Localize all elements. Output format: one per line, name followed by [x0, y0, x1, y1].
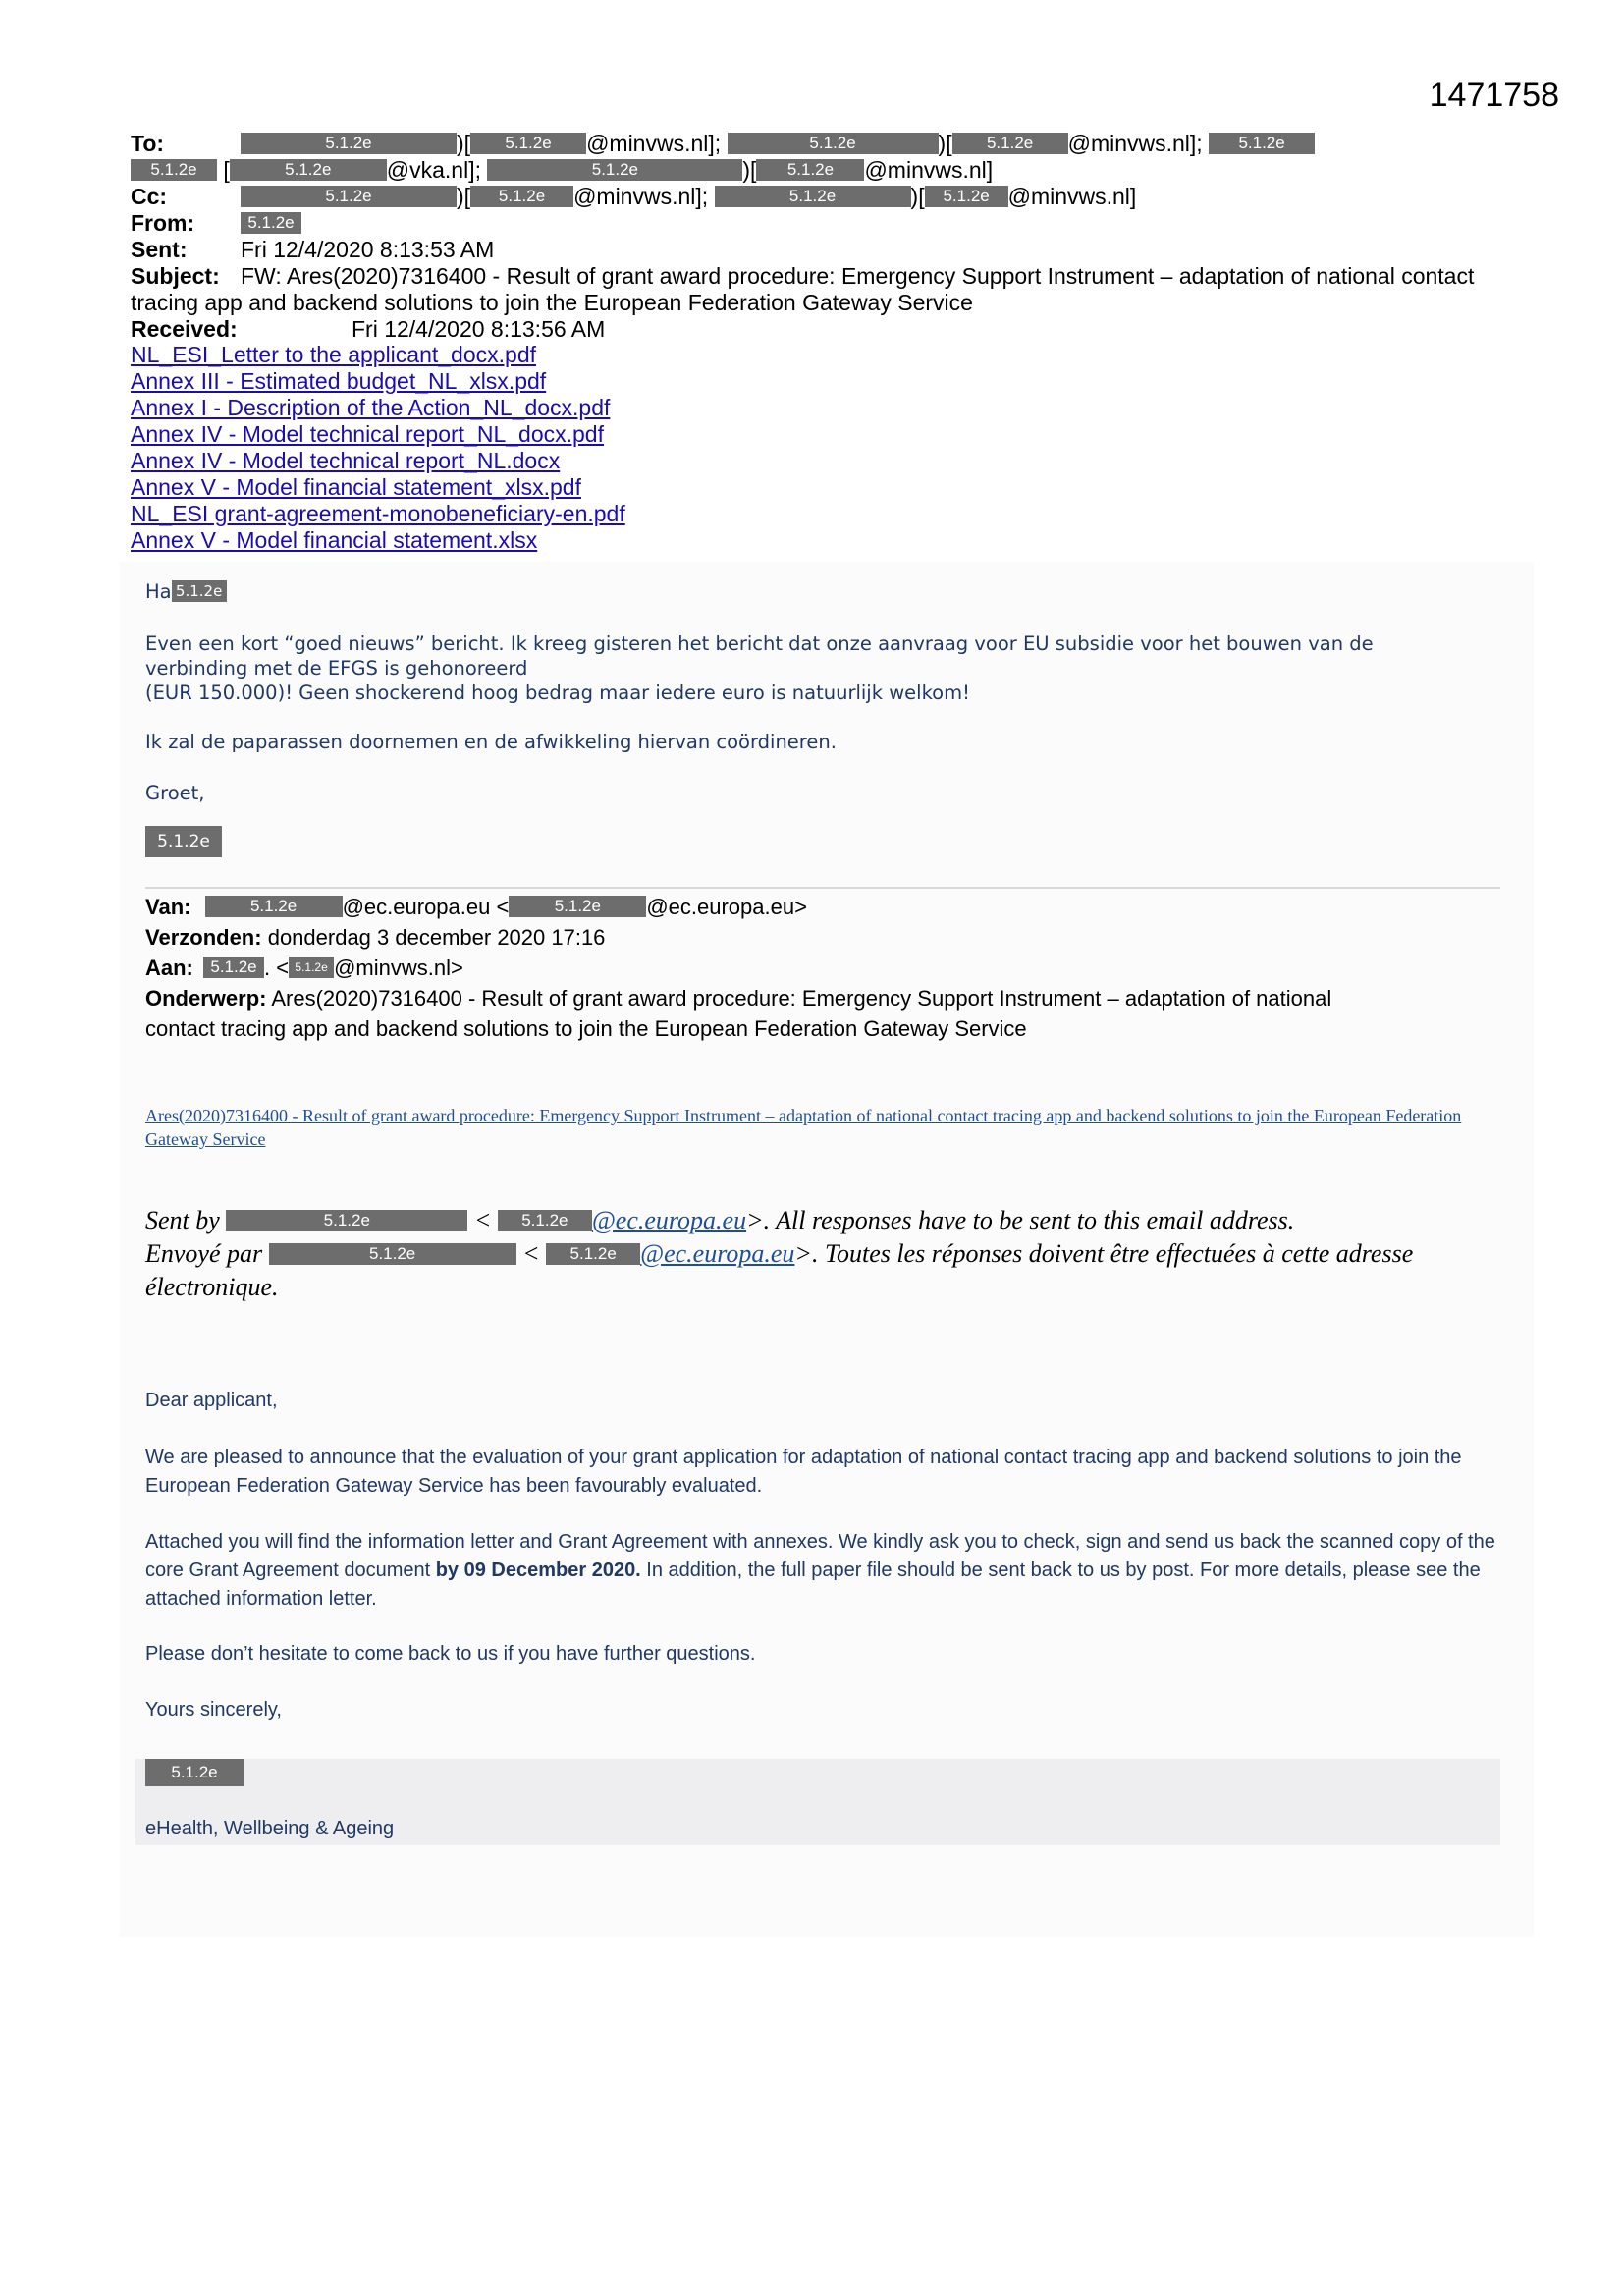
attachment-link[interactable]: Annex III - Estimated budget_NL_xlsx.pdf — [131, 368, 547, 394]
ares-document-link[interactable]: Ares(2020)7316400 - Result of grant award procedure: Emergency Support Instrument – adaptation of national contact tracing app and backend solutions to join the European Federation Gateway Service — [145, 1106, 1462, 1149]
attachment-link[interactable]: NL_ESI grant-agreement-monobeneficiary-en.pdf — [131, 501, 625, 526]
redaction-box: 5.1.2e — [470, 186, 573, 207]
van-line — [145, 892, 807, 922]
letter-closing: Yours sincerely, — [145, 1699, 282, 1721]
redaction-box: 5.1.2e — [145, 1759, 244, 1786]
received-value: Fri 12/4/2020 8:13:56 AM — [352, 316, 606, 342]
sent-by-line: Sent by 5.1.2e < 5.1.2e @ec.europa.eu>. All responses have to be sent to this email address. — [145, 1206, 1295, 1234]
attachment-link[interactable]: Annex IV - Model technical report_NL.docx — [131, 448, 561, 473]
redaction-box: 5.1.2e — [756, 159, 864, 181]
van-domain: @ec.europa.eu> — [646, 895, 807, 919]
redaction-box: 5.1.2e — [230, 159, 387, 181]
sent-line — [131, 237, 494, 262]
signature-unit: eHealth, Wellbeing & Ageing — [145, 1818, 395, 1839]
subject-line — [131, 263, 1474, 289]
onderwerp-value: Ares(2020)7316400 - Result of grant award procedure: Emergency Support Instrument – adaptation of national — [271, 986, 1332, 1011]
redaction-box: 5.1.2e — [498, 1210, 592, 1231]
email-domain: @minvws.nl]; — [1067, 131, 1203, 156]
letter-text: Attached you will find the information letter and Grant Agreement with annexes. We kindly ask you to check, sign and send us back the scanned copy of the core Grant Agreement document — [145, 1531, 1495, 1581]
redaction-box: 5.1.2e — [205, 896, 343, 917]
redaction-box: 5.1.2e — [226, 1210, 467, 1231]
sent-label: Sent: — [131, 237, 188, 262]
verzonden-value: donderdag 3 december 2020 17:16 — [267, 925, 606, 950]
redaction-box: 5.1.2e — [715, 186, 911, 207]
letter-deadline: by 09 December 2020. — [435, 1559, 641, 1581]
envoye-par-email-link[interactable]: @ec.europa.eu — [640, 1239, 795, 1268]
email-domain: @minvws.nl] — [864, 157, 994, 183]
redaction-box: 5.1.2e — [487, 159, 742, 181]
attachment-list — [131, 342, 625, 554]
signature-redaction — [145, 1758, 1500, 1786]
onderwerp-line-continued: contact tracing app and backend solutions to join the European Federation Gateway Service — [145, 1016, 1027, 1041]
envoye-par-line-continued: électronique. — [145, 1273, 279, 1301]
redaction-box: 5.1.2e — [925, 186, 1008, 207]
from-label: From: — [131, 210, 195, 236]
subject-label: Subject: — [131, 263, 220, 289]
document-number: 1471758 — [1429, 77, 1559, 114]
received-line — [131, 316, 605, 342]
redaction-box: 5.1.2e — [172, 580, 227, 602]
signature-redaction — [145, 828, 222, 859]
redaction-box: 5.1.2e — [289, 957, 334, 978]
divider — [145, 887, 1500, 889]
letter-paragraph: Please don’t hesitate to come back to us if you have further questions. — [145, 1643, 756, 1665]
cc-line: Cc: 5.1.2e )[ 5.1.2e @minvws.nl]; 5.1.2e )[ 5.1.2e @minvws.nl] — [131, 184, 1137, 209]
redaction-box: 5.1.2e — [269, 1243, 516, 1265]
cc-label: Cc: — [131, 184, 168, 209]
redaction-box: 5.1.2e — [203, 957, 264, 978]
attachment-link[interactable]: Annex I - Description of the Action_NL_docx.pdf — [131, 395, 611, 420]
attachment-link[interactable]: Annex IV - Model technical report_NL_docx.pdf — [131, 421, 604, 447]
attachment-link[interactable]: NL_ESI_Letter to the applicant_docx.pdf — [131, 342, 537, 367]
envoye-par-suffix: >. Toutes les réponses doivent être effectuées à cette adresse — [794, 1239, 1414, 1268]
sent-by-prefix: Sent by — [145, 1206, 220, 1234]
van-domain: @ec.europa.eu < — [342, 895, 510, 919]
redaction-box: 5.1.2e — [241, 212, 301, 234]
email-domain: @minvws.nl]; — [586, 131, 722, 156]
sent-value: Fri 12/4/2020 8:13:53 AM — [241, 237, 495, 262]
sent-by-suffix: >. All responses have to be sent to this email address. — [746, 1206, 1295, 1234]
aan-domain: @minvws.nl> — [334, 956, 463, 980]
envoye-par-prefix: Envoyé par — [145, 1239, 263, 1268]
verzonden-line — [145, 922, 605, 953]
message-paragraph — [145, 631, 1520, 705]
subject-line-continued: tracing app and backend solutions to join the European Federation Gateway Service — [131, 290, 973, 315]
envoye-par-line: Envoyé par 5.1.2e < 5.1.2e @ec.europa.eu>. Toutes les réponses doivent être effectuées à cette adresse — [145, 1239, 1414, 1268]
redaction-box: 5.1.2e — [546, 1243, 640, 1265]
onderwerp-label: Onderwerp: — [145, 986, 267, 1011]
redaction-box: 5.1.2e — [131, 159, 217, 181]
redaction-box: 5.1.2e — [470, 133, 586, 154]
email-domain: @minvws.nl] — [1007, 184, 1137, 209]
message-closing: Groet, — [145, 782, 205, 804]
message-line: verbinding met de EFGS is gehonoreerd — [145, 657, 528, 680]
redaction-box: 5.1.2e — [728, 133, 939, 154]
greeting — [145, 579, 227, 604]
message-paragraph: Ik zal de paparassen doornemen en de afwikkeling hiervan coördineren. — [145, 731, 837, 753]
aan-separator: . < — [264, 956, 290, 980]
message-line: Even een kort “goed nieuws” bericht. Ik kreeg gisteren het bericht dat onze aanvraag voor EU subsidie voor het bouwen van de — [145, 632, 1374, 655]
redaction-box: 5.1.2e — [145, 826, 222, 857]
attachment-link[interactable]: Annex V - Model financial statement_xlsx.pdf — [131, 474, 581, 500]
letter-paragraph: We are pleased to announce that the evaluation of your grant application for adaptation of national contact tracing app and backend solutions to join the European Federation Gateway Service has been favourably evaluated. — [145, 1447, 1462, 1497]
letter-paragraph — [145, 1528, 1500, 1613]
redaction-box: 5.1.2e — [952, 133, 1068, 154]
redaction-box: 5.1.2e — [1209, 133, 1315, 154]
to-line-continued: 5.1.2e [ 5.1.2e @vka.nl]; 5.1.2e )[ 5.1.2e @minvws.nl] — [131, 157, 993, 183]
from-line — [131, 210, 301, 236]
verzonden-label: Verzonden: — [145, 925, 262, 950]
greeting-text: Ha — [145, 580, 172, 603]
attachment-link[interactable]: Annex V - Model financial statement.xlsx — [131, 527, 538, 553]
letter-salutation: Dear applicant, — [145, 1390, 278, 1411]
received-label: Received: — [131, 316, 238, 342]
letter-text: In addition, the full paper file should be sent back to us by post. For more details, please see the attached information letter. — [145, 1559, 1481, 1610]
email-domain: @minvws.nl]; — [573, 184, 709, 209]
message-line: (EUR 150.000)! Geen shockerend hoog bedrag maar iedere euro is natuurlijk welkom! — [145, 682, 970, 704]
to-label: To: — [131, 131, 165, 156]
to-line: To: 5.1.2e )[ 5.1.2e @minvws.nl]; 5.1.2e )[ 5.1.2e @minvws.nl]; 5.1.2e — [131, 131, 1315, 156]
van-label: Van: — [145, 895, 191, 919]
redaction-box: 5.1.2e — [241, 186, 457, 207]
aan-line — [145, 953, 463, 983]
redaction-box: 5.1.2e — [241, 133, 457, 154]
redaction-box: 5.1.2e — [509, 896, 646, 917]
subject-value: FW: Ares(2020)7316400 - Result of grant award procedure: Emergency Support Instrument – adaptation of national contact — [241, 263, 1475, 289]
email-domain: @vka.nl]; — [386, 157, 481, 183]
sent-by-email-link[interactable]: @ec.europa.eu — [591, 1206, 747, 1234]
onderwerp-line — [145, 983, 1331, 1013]
aan-label: Aan: — [145, 956, 193, 980]
